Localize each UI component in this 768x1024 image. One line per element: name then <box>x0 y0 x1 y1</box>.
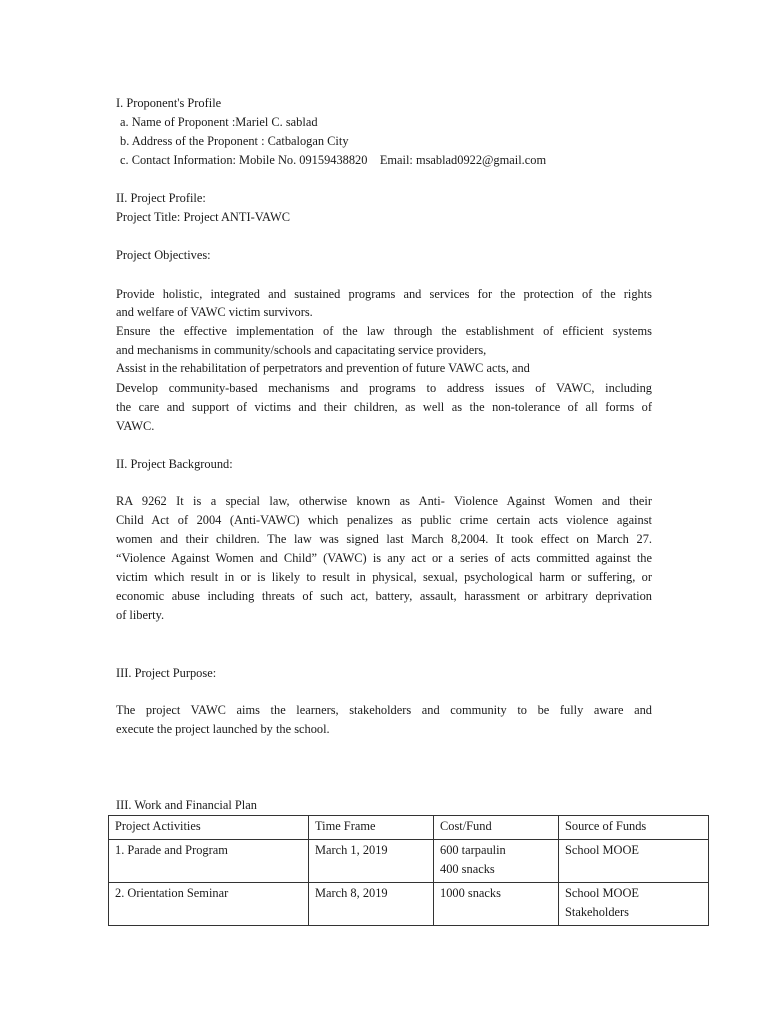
cost-fund-cell <box>434 883 559 926</box>
cost-item: 600 tarpaulin <box>440 843 506 857</box>
background-line: victim which result in or is likely to result in physical, sexual, psychological harm or suffering, or <box>116 570 652 584</box>
time-frame-cell: March 8, 2019 <box>309 883 434 926</box>
project-title: Project Title: Project ANTI-VAWC <box>116 210 290 224</box>
fund-source: School MOOE <box>565 886 639 900</box>
project-profile-heading: II. Project Profile: <box>116 191 206 205</box>
table-row <box>109 883 709 926</box>
background-line: Child Act of 2004 (Anti-VAWC) which penalizes as public crime certain acts violence against <box>116 513 652 527</box>
purpose-line: The project VAWC aims the learners, stakeholders and community to be fully aware and <box>116 703 652 717</box>
objectives-line: Assist in the rehabilitation of perpetrators and prevention of future VAWC acts, and <box>116 361 530 375</box>
purpose-heading: III. Project Purpose: <box>116 666 217 680</box>
work-financial-plan-table <box>108 815 709 926</box>
source-of-funds-cell <box>559 883 709 926</box>
objectives-line: and welfare of VAWC victim survivors. <box>116 305 313 319</box>
background-line: of liberty. <box>116 608 165 622</box>
cost-item: 1000 snacks <box>440 886 501 900</box>
column-header-cost-fund: Cost/Fund <box>434 816 559 840</box>
background-line: women and their children. The law was signed last March 8,2004. It took effect on March 27. <box>116 532 652 546</box>
cost-fund-cell <box>434 840 559 883</box>
table-header-row <box>109 816 709 840</box>
plan-heading: III. Work and Financial Plan <box>116 798 257 812</box>
cost-item: 400 snacks <box>440 862 495 876</box>
objectives-heading: Project Objectives: <box>116 248 211 262</box>
background-heading: II. Project Background: <box>116 457 233 471</box>
objectives-line: the care and support of victims and their children, as well as the non-tolerance of all forms of <box>116 400 652 414</box>
background-line: economic abuse including threats of such act, battery, assault, harassment or arbitrary deprivation <box>116 589 652 603</box>
activity-cell: 2. Orientation Seminar <box>109 883 309 926</box>
column-header-activities: Project Activities <box>109 816 309 840</box>
column-header-time-frame: Time Frame <box>309 816 434 840</box>
objectives-line: VAWC. <box>116 419 155 433</box>
objectives-line: Ensure the effective implementation of the law through the establishment of efficient systems <box>116 324 652 338</box>
fund-source: Stakeholders <box>565 905 630 919</box>
background-line: “Violence Against Women and Child” (VAWC) is any act or a series of acts committed against the <box>116 551 652 565</box>
proponent-heading: I. Proponent's Profile <box>116 96 222 110</box>
table-row <box>109 840 709 883</box>
activity-cell: 1. Parade and Program <box>109 840 309 883</box>
objectives-line: and mechanisms in community/schools and capacitating service providers, <box>116 343 487 357</box>
objectives-line: Provide holistic, integrated and sustained programs and services for the protection of the rights <box>116 287 652 301</box>
source-of-funds-cell <box>559 840 709 883</box>
objectives-line: Develop community-based mechanisms and programs to address issues of VAWC, including <box>116 381 652 395</box>
time-frame-cell: March 1, 2019 <box>309 840 434 883</box>
background-line: RA 9262 It is a special law, otherwise known as Anti- Violence Against Women and their <box>116 494 652 508</box>
proponent-address: b. Address of the Proponent : Catbalogan City <box>120 134 349 148</box>
proponent-contact: c. Contact Information: Mobile No. 09159438820 Email: msablad0922@gmail.com <box>120 153 547 167</box>
proponent-name: a. Name of Proponent :Mariel C. sablad <box>120 115 318 129</box>
column-header-source-of-funds: Source of Funds <box>559 816 709 840</box>
purpose-line: execute the project launched by the school. <box>116 722 330 736</box>
fund-source: School MOOE <box>565 843 639 857</box>
